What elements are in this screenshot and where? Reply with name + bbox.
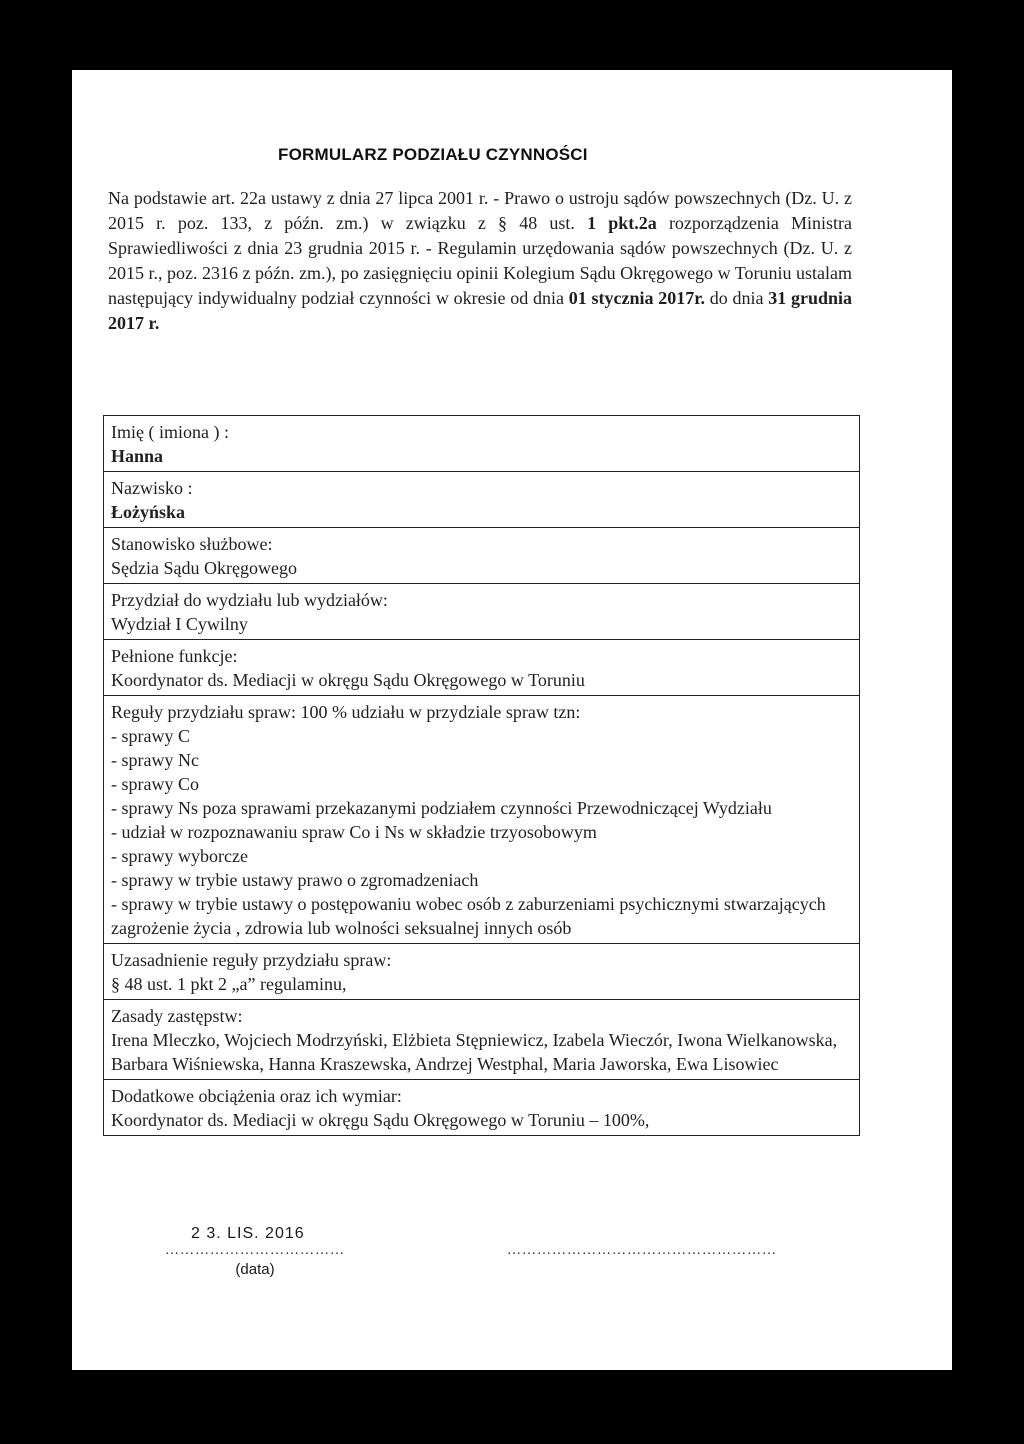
assignment-form-table	[103, 415, 860, 1136]
additional-value: Koordynator ds. Mediacji w okręgu Sądu Okręgowego w Toruniu – 100%,	[111, 1110, 650, 1130]
department-label: Przydział do wydziału lub wydziałów:	[111, 590, 388, 610]
rules-item: - sprawy Co	[111, 774, 199, 794]
signature-dotted-line: ………………………………………………	[507, 1243, 777, 1258]
justification-label: Uzasadnienie reguły przydziału spraw:	[111, 950, 392, 970]
row-substitutes	[104, 1000, 860, 1080]
first-name-label: Imię ( imiona ) :	[111, 422, 229, 442]
justification-value: § 48 ust. 1 pkt 2 „a” regulaminu,	[111, 974, 347, 994]
department-value: Wydział I Cywilny	[111, 614, 248, 634]
intro-text-2: rozporządzenia Ministra Sprawiedliwości z dnia 23 grudnia 2015 r. - Regulamin urzędowania sądów powszechnych (Dz. U. z 2015 r., poz. 2316 z późn. zm.), po zasięgnięciu opinii Kolegium Sądu Okręgowego w Toruniu ustalam następujący indywidualny podział czynności w okresie od dnia	[108, 213, 853, 308]
functions-label: Pełnione funkcje:	[111, 646, 238, 666]
intro-paragraph	[108, 186, 852, 336]
signature-block	[507, 1243, 837, 1259]
cell-position	[104, 528, 860, 584]
cell-justification	[104, 944, 860, 1000]
rules-item: - udział w rozpoznawaniu spraw Co i Ns w składzie trzyosobowym	[111, 822, 597, 842]
date-block	[165, 1225, 345, 1278]
row-last-name	[104, 472, 860, 528]
rules-label: Reguły przydziału spraw: 100 % udziału w przydziale spraw tzn:	[111, 702, 581, 722]
first-name-value: Hanna	[111, 446, 164, 466]
position-label: Stanowisko służbowe:	[111, 534, 273, 554]
cell-rules	[104, 696, 860, 944]
stamp-date: 2 3. LIS. 2016	[191, 1225, 305, 1242]
intro-bold-1: 1 pkt.2a	[587, 213, 657, 233]
rules-item: - sprawy Nc	[111, 750, 199, 770]
last-name-value: Łożyńska	[111, 502, 186, 522]
cell-last-name	[104, 472, 860, 528]
position-value: Sędzia Sądu Okręgowego	[111, 558, 297, 578]
row-functions	[104, 640, 860, 696]
rules-list	[111, 724, 853, 940]
row-department	[104, 584, 860, 640]
cell-functions	[104, 640, 860, 696]
last-name-label: Nazwisko :	[111, 478, 193, 498]
rules-item: - sprawy w trybie ustawy o postępowaniu wobec osób z zaburzeniami psychicznymi stwarzających zagrożenie życia , zdrowia lub wolności seksualnej innych osób	[111, 894, 826, 938]
substitutes-label: Zasady zastępstw:	[111, 1006, 243, 1026]
date-dotted-line: ………………………………	[165, 1243, 345, 1258]
intro-bold-3: 31 grudnia 2017 r.	[108, 288, 853, 333]
cell-first-name	[104, 416, 860, 472]
row-first-name	[104, 416, 860, 472]
rules-item: - sprawy wyborcze	[111, 846, 248, 866]
rules-item: - sprawy Ns poza sprawami przekazanymi podziałem czynności Przewodniczącej Wydziału	[111, 798, 772, 818]
rules-item: - sprawy w trybie ustawy prawo o zgromadzeniach	[111, 870, 479, 890]
intro-text-1: Na podstawie art. 22a ustawy z dnia 27 lipca 2001 r. - Prawo o ustroju sądów powszechnych (Dz. U. z 2015 r. poz. 133, z późn. zm.) w związku z § 48 ust.	[108, 188, 852, 233]
cell-substitutes	[104, 1000, 860, 1080]
row-justification	[104, 944, 860, 1000]
substitutes-value: Irena Mleczko, Wojciech Modrzyński, Elżbieta Stępniewicz, Izabela Wieczór, Iwona Wielkanowska, Barbara Wiśniewska, Hanna Kraszewska, Andrzej Westphal, Maria Jaworska, Ewa Lisowiec	[111, 1030, 838, 1074]
row-additional	[104, 1080, 860, 1136]
document-title: FORMULARZ PODZIAŁU CZYNNOŚCI	[278, 145, 588, 164]
intro-text-3: do dnia	[709, 288, 764, 308]
functions-value: Koordynator ds. Mediacji w okręgu Sądu Okręgowego w Toruniu	[111, 670, 585, 690]
cell-department	[104, 584, 860, 640]
intro-bold-2: 01 stycznia 2017r.	[568, 288, 706, 308]
date-caption: (data)	[235, 1261, 275, 1278]
additional-label: Dodatkowe obciążenia oraz ich wymiar:	[111, 1086, 402, 1106]
row-position	[104, 528, 860, 584]
row-rules	[104, 696, 860, 944]
cell-additional	[104, 1080, 860, 1136]
rules-item: - sprawy C	[111, 726, 190, 746]
